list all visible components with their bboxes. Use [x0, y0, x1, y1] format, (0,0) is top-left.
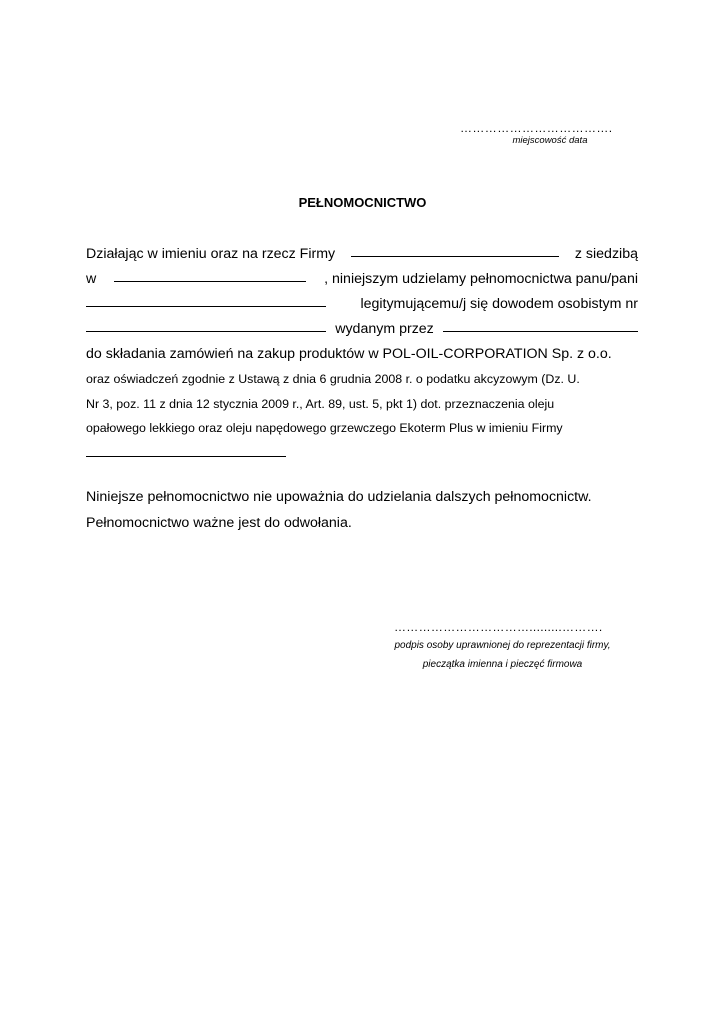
body-line-8	[86, 421, 638, 435]
place-date-dotted-line: ……………………………….	[460, 121, 613, 135]
city-label: w	[86, 271, 97, 287]
note-validity: Pełnomocnictwo ważne jest do odwołania.	[86, 515, 352, 531]
id-text: legitymującemu/j się dowodem osobistym nr	[360, 296, 638, 312]
body-line-3	[86, 296, 638, 312]
company-label: Działając w imieniu oraz na rzecz Firmy	[86, 246, 336, 262]
issued-by-blank[interactable]	[443, 330, 638, 332]
statute-text: oraz oświadczeń zgodnie z Ustawą z dnia 6 grudnia 2008 r. o podatku akcyzowym (Dz. U.	[86, 372, 580, 386]
body-line-2	[86, 271, 638, 287]
proxy-name-blank[interactable]	[86, 305, 326, 307]
signature-caption-2: pieczątka imienna i pieczęć firmowa	[422, 659, 583, 670]
company-name-blank[interactable]	[351, 255, 559, 257]
statute-ref-text: Nr 3, poz. 11 z dnia 12 stycznia 2009 r., Art. 89, ust. 5, pkt 1) dot. przeznaczenia oleju	[86, 397, 555, 411]
signature-caption-1: podpis osoby uprawnionej do reprezentacji firmy,	[394, 640, 611, 651]
purpose-text: do składania zamówień na zakup produktów w POL-OIL-CORPORATION Sp. z o.o.	[86, 346, 612, 362]
signature-dotted-line: …………………………….........……….	[394, 620, 603, 634]
company-name-blank-2[interactable]	[86, 456, 286, 457]
fuel-purpose-text: opałowego lekkiego oraz oleju napędowego grzewczego Ekoterm Plus w imieniu Firmy	[86, 421, 563, 435]
document-title: PEŁNOMOCNICTWO	[298, 195, 427, 210]
seat-city-blank[interactable]	[114, 280, 306, 282]
body-line-5	[86, 346, 638, 362]
grant-text: , niniejszym udzielamy pełnomocnictwa panu/pani	[324, 271, 638, 287]
seat-label: z siedzibą	[574, 246, 638, 262]
note-no-substitution: Niniejsze pełnomocnictwo nie upoważnia do udzielania dalszych pełnomocnictw.	[86, 489, 592, 505]
issued-by-label: wydanym przez	[335, 321, 434, 337]
id-number-blank[interactable]	[86, 330, 326, 332]
body-line-1	[86, 246, 638, 262]
place-date-caption: miejscowość data	[512, 135, 588, 146]
body-line-6	[86, 372, 638, 386]
body-line-4	[86, 321, 638, 337]
body-line-7	[86, 397, 638, 411]
